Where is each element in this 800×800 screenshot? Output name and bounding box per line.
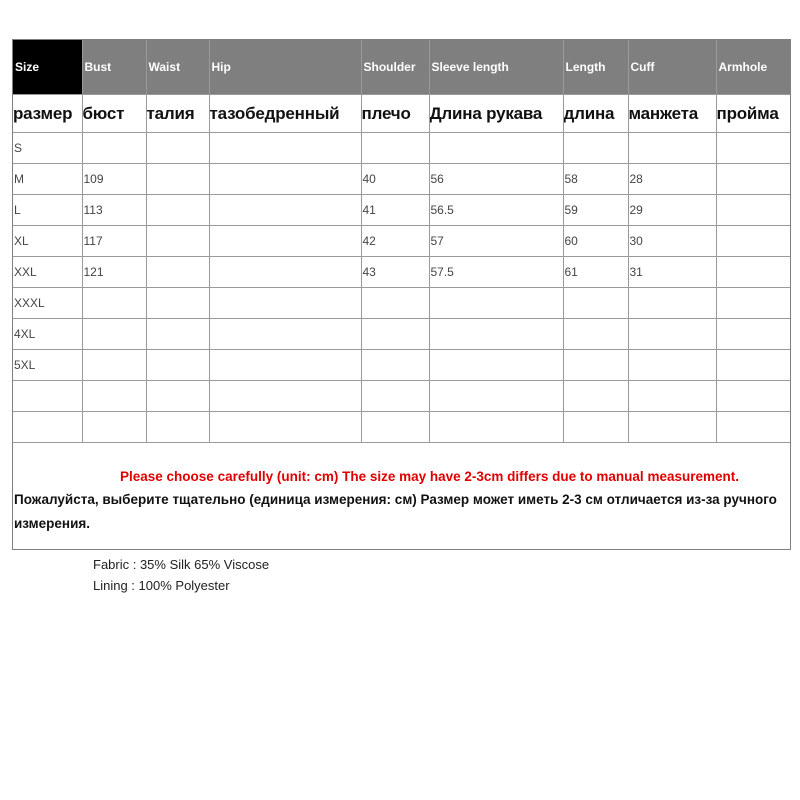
cell-bust: [82, 350, 146, 381]
cell-bust: 109: [82, 164, 146, 195]
cell-size: M: [13, 164, 82, 195]
cell-hip: [209, 288, 361, 319]
header-ru-bust: бюст: [82, 95, 146, 133]
header-cuff: Cuff: [628, 40, 716, 95]
cell-sleeve: [429, 319, 563, 350]
cell-size: L: [13, 195, 82, 226]
cell-armhole: [716, 226, 790, 257]
cell-sleeve: [429, 412, 563, 443]
cell-shoulder: 42: [361, 226, 429, 257]
cell-length: 60: [563, 226, 628, 257]
cell-sleeve: 56: [429, 164, 563, 195]
header-armhole: Armhole: [716, 40, 790, 95]
cell-length: [563, 288, 628, 319]
cell-hip: [209, 319, 361, 350]
cell-hip: [209, 381, 361, 412]
header-hip: Hip: [209, 40, 361, 95]
header-row-russian: [13, 95, 790, 133]
cell-waist: [146, 319, 209, 350]
cell-cuff: 30: [628, 226, 716, 257]
cell-length: 61: [563, 257, 628, 288]
header-size: Size: [13, 40, 82, 95]
cell-hip: [209, 164, 361, 195]
cell-armhole: [716, 133, 790, 164]
table-row: [13, 133, 790, 164]
cell-cuff: 28: [628, 164, 716, 195]
cell-hip: [209, 195, 361, 226]
cell-armhole: [716, 164, 790, 195]
fabric-line: Fabric : 35% Silk 65% Viscose: [93, 557, 270, 572]
cell-bust: 117: [82, 226, 146, 257]
cell-size: XXXL: [13, 288, 82, 319]
note-english: Please choose carefully (unit: cm) The size may have 2-3cm differs due to manual measurement.: [120, 469, 739, 484]
cell-shoulder: [361, 412, 429, 443]
cell-sleeve: [429, 288, 563, 319]
cell-waist: [146, 133, 209, 164]
cell-length: 58: [563, 164, 628, 195]
cell-hip: [209, 257, 361, 288]
cell-size: 5XL: [13, 350, 82, 381]
table-row: [13, 412, 790, 443]
cell-shoulder: [361, 319, 429, 350]
table-row: [13, 226, 790, 257]
cell-bust: 121: [82, 257, 146, 288]
cell-armhole: [716, 288, 790, 319]
cell-waist: [146, 164, 209, 195]
cell-armhole: [716, 350, 790, 381]
cell-sleeve: 56.5: [429, 195, 563, 226]
cell-shoulder: [361, 350, 429, 381]
header-ru-sleeve-length: Длина рукава: [429, 95, 563, 133]
table-row: [13, 164, 790, 195]
cell-waist: [146, 412, 209, 443]
cell-hip: [209, 133, 361, 164]
cell-size: S: [13, 133, 82, 164]
cell-armhole: [716, 195, 790, 226]
header-ru-armhole: пройма: [716, 95, 790, 133]
cell-sleeve: 57: [429, 226, 563, 257]
cell-waist: [146, 226, 209, 257]
cell-cuff: [628, 288, 716, 319]
cell-length: [563, 412, 628, 443]
cell-sleeve: 57.5: [429, 257, 563, 288]
cell-length: [563, 133, 628, 164]
cell-armhole: [716, 257, 790, 288]
cell-hip: [209, 226, 361, 257]
table-row: [13, 195, 790, 226]
note-russian: Пожалуйста, выберите тщательно (единица измерения: см) Размер может иметь 2-3 см отличается из-за ручного измерения.: [14, 492, 777, 531]
cell-shoulder: 40: [361, 164, 429, 195]
header-ru-cuff: манжета: [628, 95, 716, 133]
size-chart: [12, 39, 791, 550]
header-ru-waist: талия: [146, 95, 209, 133]
cell-armhole: [716, 319, 790, 350]
header-waist: Waist: [146, 40, 209, 95]
table-row: [13, 350, 790, 381]
header-bust: Bust: [82, 40, 146, 95]
header-row: [13, 40, 790, 95]
cell-bust: 113: [82, 195, 146, 226]
cell-sleeve: [429, 381, 563, 412]
cell-waist: [146, 195, 209, 226]
cell-size: XL: [13, 226, 82, 257]
cell-cuff: 29: [628, 195, 716, 226]
cell-armhole: [716, 381, 790, 412]
header-ru-size: размер: [13, 95, 82, 133]
cell-waist: [146, 350, 209, 381]
cell-shoulder: 41: [361, 195, 429, 226]
cell-sleeve: [429, 133, 563, 164]
cell-bust: [82, 288, 146, 319]
cell-waist: [146, 381, 209, 412]
measurement-note: [13, 455, 790, 536]
cell-size: XXL: [13, 257, 82, 288]
cell-bust: [82, 412, 146, 443]
cell-hip: [209, 412, 361, 443]
cell-size: [13, 381, 82, 412]
cell-armhole: [716, 412, 790, 443]
cell-length: [563, 350, 628, 381]
cell-bust: [82, 381, 146, 412]
cell-bust: [82, 319, 146, 350]
header-sleeve-length: Sleeve length: [429, 40, 563, 95]
cell-length: 59: [563, 195, 628, 226]
cell-shoulder: [361, 133, 429, 164]
cell-cuff: [628, 412, 716, 443]
cell-size: 4XL: [13, 319, 82, 350]
cell-cuff: 31: [628, 257, 716, 288]
cell-length: [563, 381, 628, 412]
header-shoulder: Shoulder: [361, 40, 429, 95]
table-row: [13, 288, 790, 319]
cell-shoulder: [361, 288, 429, 319]
header-ru-length: длина: [563, 95, 628, 133]
table-row: [13, 257, 790, 288]
table-row: [13, 319, 790, 350]
cell-shoulder: 43: [361, 257, 429, 288]
cell-size: [13, 412, 82, 443]
header-length: Length: [563, 40, 628, 95]
cell-cuff: [628, 381, 716, 412]
cell-shoulder: [361, 381, 429, 412]
cell-bust: [82, 133, 146, 164]
cell-waist: [146, 257, 209, 288]
cell-sleeve: [429, 350, 563, 381]
header-ru-shoulder: плечо: [361, 95, 429, 133]
cell-length: [563, 319, 628, 350]
fabric-info: [93, 554, 269, 596]
cell-waist: [146, 288, 209, 319]
cell-cuff: [628, 133, 716, 164]
cell-hip: [209, 350, 361, 381]
header-ru-hip: тазобедренный: [209, 95, 361, 133]
cell-cuff: [628, 350, 716, 381]
table-row: [13, 381, 790, 412]
lining-line: Lining : 100% Polyester: [93, 578, 230, 593]
cell-cuff: [628, 319, 716, 350]
size-table: [13, 40, 790, 443]
